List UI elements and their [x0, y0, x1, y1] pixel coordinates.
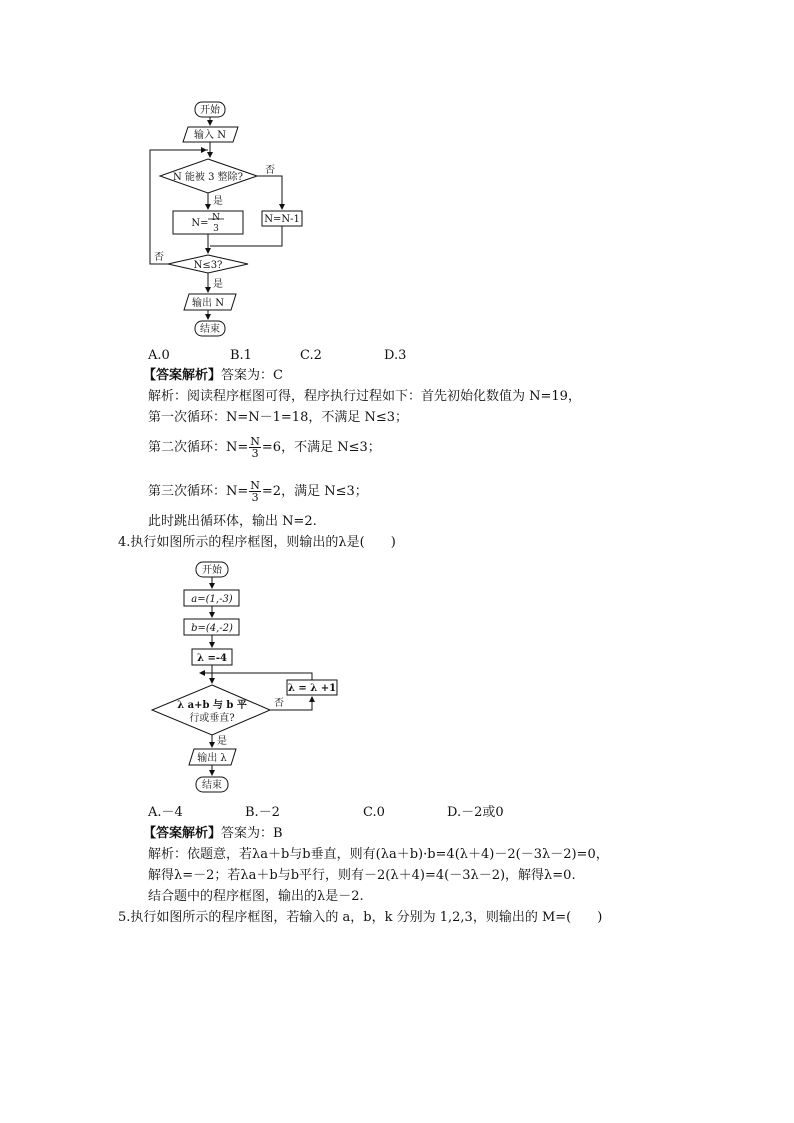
flow2-decision-line1: λ a+b 与 b 平: [177, 700, 247, 711]
flow1-end-label: 结束: [200, 324, 220, 335]
q4-analysis-1: 解析：依题意，若λa＋b与b垂直，则有(λa＋b)·b=4(λ＋4)－2(－3λ－2)=0，: [148, 847, 609, 862]
flow2-start-label: 开始: [202, 565, 222, 576]
q3-loop-3-suffix: =2，满足 N≤3；: [261, 484, 368, 499]
flow2-decision-line2: 行或垂直?: [189, 713, 235, 724]
flow1-start-label: 开始: [200, 105, 220, 116]
q4-analysis-2: 解得λ=－2；若λa＋b与b平行，则有－2(λ＋4)=4(－3λ－2)，解得λ=0.: [148, 868, 576, 883]
q4-options: [148, 805, 504, 821]
flow2-end-label: 结束: [202, 780, 222, 791]
flow1-no-label-2: 否: [154, 252, 164, 263]
q3-option-b: B.1: [230, 348, 252, 363]
q4-answer-text: 答案为：B: [221, 826, 283, 841]
flow2-lambda-init-label: λ =-4: [197, 653, 227, 664]
q3-loop-3-num: N: [250, 479, 260, 492]
q3-analysis-1: 解析：阅读程序框图可得，程序执行过程如下：首先初始化数值为 N=19，: [148, 389, 581, 404]
q3-loop-1: 第一次循环：N=N－1=18，不满足 N≤3；: [148, 410, 409, 425]
flow2-no-label: 否: [274, 698, 284, 709]
q4-option-c: C.0: [363, 805, 385, 820]
q4-stem: 4.执行如图所示的程序框图，则输出的λ是( ): [118, 535, 396, 550]
flow1-assign-div-num: N: [212, 213, 220, 223]
flow2-a-label: a=(1,-3): [191, 594, 233, 605]
flow1-yes-label-2: 是: [213, 279, 223, 290]
flow1-output-label: 输出 N: [192, 298, 224, 309]
q4-option-b: B.－2: [245, 805, 280, 820]
flow1-assign-div-left: N=: [191, 218, 209, 229]
flow2-output-label: 输出 λ: [197, 753, 227, 764]
q3-option-d: D.3: [384, 348, 407, 363]
q3-loop-2-num: N: [250, 435, 260, 448]
flow1-yes-label-1: 是: [213, 196, 223, 207]
q3-answer-tag: 【答案解析】: [143, 368, 222, 383]
q5-stem: 5.执行如图所示的程序框图，若输入的 a，b，k 分别为 1,2,3，则输出的 M=( ): [118, 910, 603, 925]
q3-loop-2-prefix: 第二次循环：N=: [148, 440, 249, 455]
q4-option-a: A.－4: [148, 805, 183, 820]
q3-conclusion: 此时跳出循环体，输出 N=2.: [148, 514, 317, 529]
flow1-decision1-label: N 能被 3 整除?: [172, 172, 244, 183]
flow1-decision2-label: N≤3?: [193, 260, 223, 271]
q3-option-c: C.2: [300, 348, 322, 363]
q4-analysis-3: 结合题中的程序框图，输出的λ是－2.: [148, 889, 364, 904]
flow2-yes-label: 是: [217, 736, 227, 747]
flow2-increment-label: λ = λ +1: [287, 683, 337, 694]
flow2-b-label: b=(4,-2): [191, 623, 233, 634]
flow1-assign-div-den: 3: [213, 224, 219, 234]
q3-answer-text: 答案为：C: [221, 368, 283, 383]
q3-loop-3-den: 3: [251, 491, 259, 504]
q3-option-a: A.0: [148, 348, 170, 363]
q4-option-d: D.－2或0: [447, 805, 504, 820]
flow1-input-label: 输入 N: [194, 130, 226, 141]
q3-loop-2-suffix: =6，不满足 N≤3；: [261, 440, 381, 455]
q4-answer-line: [143, 826, 283, 842]
flow1-assign-minus-label: N=N-1: [264, 214, 300, 225]
q4-answer-tag: 【答案解析】: [143, 826, 222, 841]
q3-loop-2-den: 3: [251, 447, 259, 460]
q3-loop-3-prefix: 第三次循环：N=: [148, 484, 249, 499]
flow1-no-label-1: 否: [265, 165, 275, 176]
